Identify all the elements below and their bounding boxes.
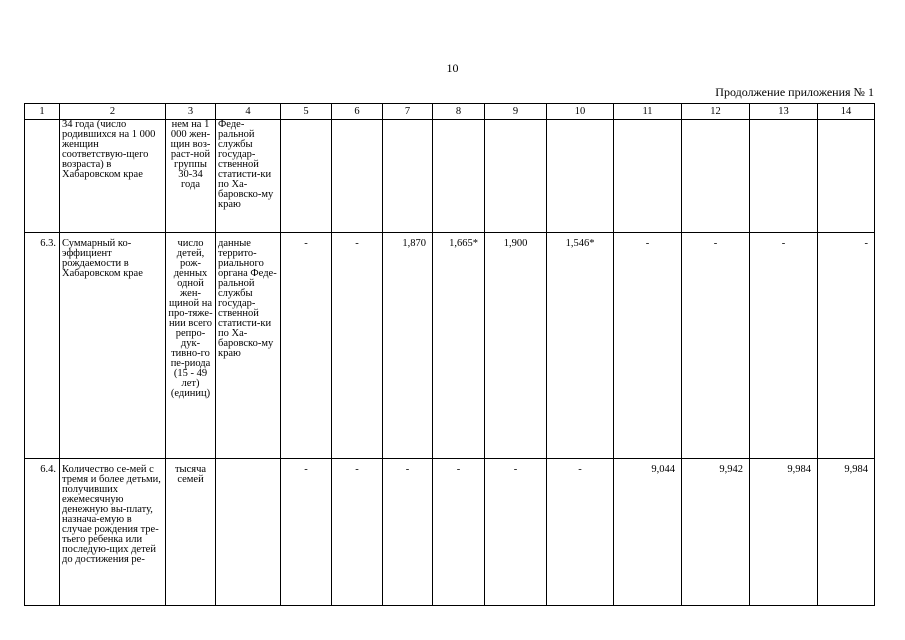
value-cell [750, 120, 818, 233]
value-cell: 9,984 [818, 459, 875, 606]
table-header-row [25, 104, 875, 120]
value-cell: - [682, 233, 750, 459]
column-header: 4 [216, 104, 281, 120]
column-header: 7 [383, 104, 433, 120]
row-number-cell: 6.4. [25, 459, 60, 606]
column-header: 3 [166, 104, 216, 120]
value-cell: - [547, 459, 614, 606]
value-cell: 1,665* [433, 233, 485, 459]
value-cell: 9,044 [614, 459, 682, 606]
value-cell: - [818, 233, 875, 459]
value-cell [682, 120, 750, 233]
unit-cell: тысяча семей [166, 459, 216, 606]
indicator-cell: Количество се-мей с тремя и более детьми, получивших ежемесячную денежную вы-плату, назнача-емую в случае рождения тре-тьего ребенка или последую-щих детей до достижения ре- [60, 459, 166, 606]
value-cell: 1,870 [383, 233, 433, 459]
unit-cell: число детей, рож-денных одной жен-щиной на про-тяже-нии всего репро-дук-тивно-го пе-риода (15 - 49 лет) (единиц) [166, 233, 216, 459]
column-header: 9 [485, 104, 547, 120]
table-row [25, 233, 875, 459]
value-cell [433, 120, 485, 233]
value-cell: - [281, 233, 332, 459]
value-cell [383, 120, 433, 233]
value-cell [485, 120, 547, 233]
value-cell [818, 120, 875, 233]
value-cell: - [383, 459, 433, 606]
indicator-cell: Суммарный ко-эффициент рождаемости в Хабаровском крае [60, 233, 166, 459]
column-header: 5 [281, 104, 332, 120]
appendix-continuation-note: Продолжение приложения № 1 [715, 85, 874, 99]
value-cell: - [332, 459, 383, 606]
value-cell [547, 120, 614, 233]
row-number-cell: 6.3. [25, 233, 60, 459]
column-header: 8 [433, 104, 485, 120]
value-cell: 9,942 [682, 459, 750, 606]
indicators-table [24, 103, 875, 606]
table-row [25, 459, 875, 606]
source-cell: данные террито-риального органа Феде-ральной службы государ-ственной статисти-ки по Ха-баровско-му краю [216, 233, 281, 459]
value-cell: 1,546* [547, 233, 614, 459]
value-cell [614, 120, 682, 233]
column-header: 14 [818, 104, 875, 120]
row-number-cell [25, 120, 60, 233]
column-header: 12 [682, 104, 750, 120]
value-cell: 1,900 [485, 233, 547, 459]
column-header: 1 [25, 104, 60, 120]
page-number: 10 [446, 61, 459, 75]
value-cell: - [750, 233, 818, 459]
indicator-cell: 34 года (число родившихся на 1 000 женщин соответствую-щего возраста) в Хабаровском крае [60, 120, 166, 233]
value-cell [281, 120, 332, 233]
value-cell: - [485, 459, 547, 606]
column-header: 11 [614, 104, 682, 120]
column-header: 6 [332, 104, 383, 120]
column-header: 10 [547, 104, 614, 120]
table-row [25, 120, 875, 233]
value-cell: - [614, 233, 682, 459]
column-header: 13 [750, 104, 818, 120]
value-cell: - [332, 233, 383, 459]
value-cell: 9,984 [750, 459, 818, 606]
source-cell: Феде-ральной службы государ-ственной статисти-ки по Ха-баровско-му краю [216, 120, 281, 233]
column-header: 2 [60, 104, 166, 120]
value-cell: - [281, 459, 332, 606]
value-cell [332, 120, 383, 233]
source-cell [216, 459, 281, 606]
value-cell: - [433, 459, 485, 606]
unit-cell: нем на 1 000 жен-щин воз-раст-ной группы 30-34 года [166, 120, 216, 233]
